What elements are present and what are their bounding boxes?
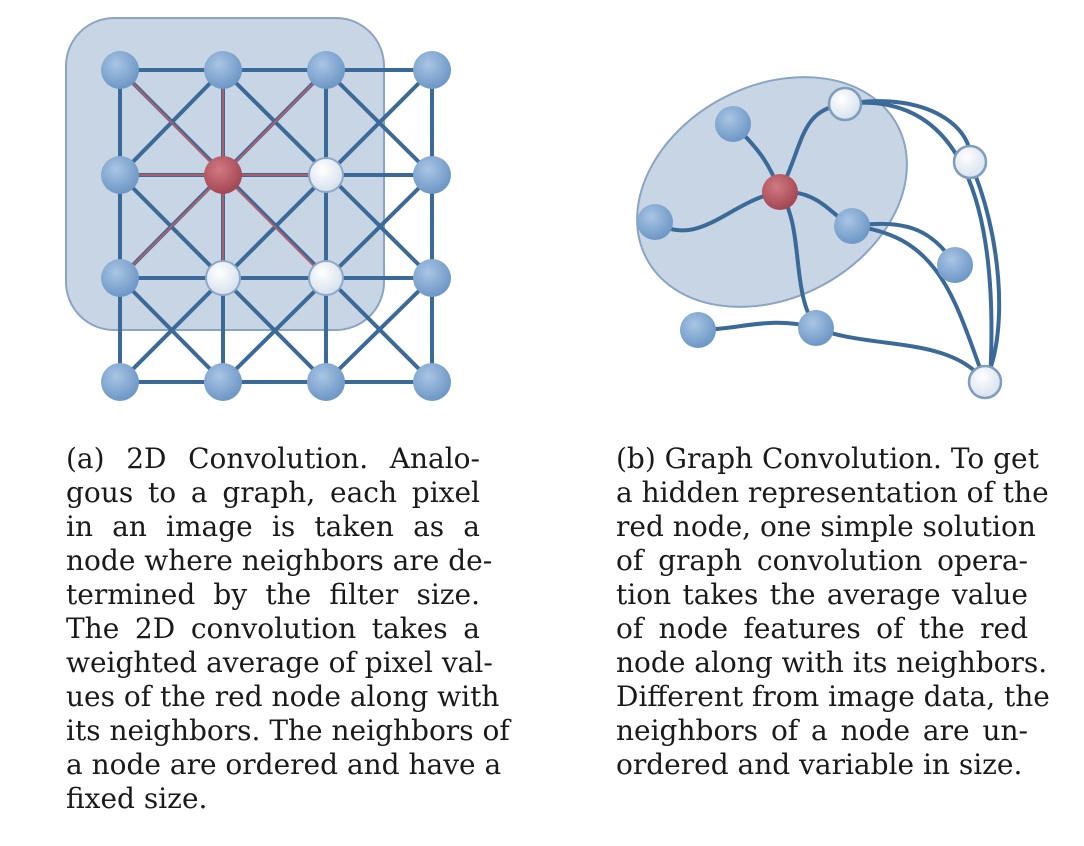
center-red-node	[204, 156, 242, 194]
caption-line: ues of the red node along with	[66, 680, 500, 713]
grid-node	[101, 259, 139, 297]
grid-node-empty	[309, 261, 343, 295]
caption-line: (a) 2D Convolution. Analo-	[66, 442, 480, 475]
caption-2d-convolution	[66, 442, 510, 816]
caption-graph-convolution	[616, 442, 1050, 782]
caption-line: termined by the filter size.	[66, 578, 480, 611]
caption-line: gous to a graph, each pixel	[66, 476, 480, 509]
convolution-figure	[0, 0, 1084, 420]
panel-b-graph-diagram	[597, 32, 1001, 398]
caption-line: red node, one simple solution	[616, 510, 1036, 543]
grid-node	[413, 259, 451, 297]
graph-node	[834, 208, 870, 244]
grid-node	[101, 51, 139, 89]
grid-node	[101, 156, 139, 194]
panel-a-grid-diagram	[66, 18, 451, 401]
caption-line: The 2D convolution takes a	[66, 612, 480, 645]
grid-node-empty	[206, 261, 240, 295]
caption-line: node along with its neighbors.	[616, 646, 1048, 679]
caption-line: neighbors of a node are un-	[616, 714, 1028, 747]
caption-line: its neighbors. The neighbors of	[66, 714, 510, 747]
grid-node	[307, 363, 345, 401]
grid-node	[204, 51, 242, 89]
graph-node	[680, 312, 716, 348]
grid-node	[101, 363, 139, 401]
graph-node-empty	[829, 88, 861, 120]
caption-line: a hidden representation of the	[616, 476, 1049, 509]
grid-node-empty	[309, 158, 343, 192]
caption-line: of graph convolution opera-	[616, 544, 1028, 577]
caption-line: (b) Graph Convolution. To get	[616, 442, 1039, 475]
grid-node	[413, 51, 451, 89]
graph-node-empty	[969, 366, 1001, 398]
caption-line: node where neighbors are de-	[66, 544, 493, 577]
graph-node	[937, 247, 973, 283]
caption-line: in an image is taken as a	[66, 510, 480, 543]
graph-node-empty	[954, 146, 986, 178]
grid-node	[413, 363, 451, 401]
caption-line: a node are ordered and have a	[66, 748, 502, 781]
graph-node	[637, 204, 673, 240]
grid-node	[204, 363, 242, 401]
grid-node	[307, 51, 345, 89]
grid-node	[413, 156, 451, 194]
caption-line: tion takes the average value	[616, 578, 1028, 611]
graph-node	[798, 310, 834, 346]
center-red-node	[762, 174, 798, 210]
caption-line: weighted average of pixel val-	[66, 646, 493, 679]
caption-line: ordered and variable in size.	[616, 748, 1023, 781]
caption-line: Different from image data, the	[616, 680, 1050, 713]
caption-line: of node features of the red	[616, 612, 1028, 645]
caption-line: fixed size.	[66, 782, 208, 815]
graph-node	[715, 106, 751, 142]
